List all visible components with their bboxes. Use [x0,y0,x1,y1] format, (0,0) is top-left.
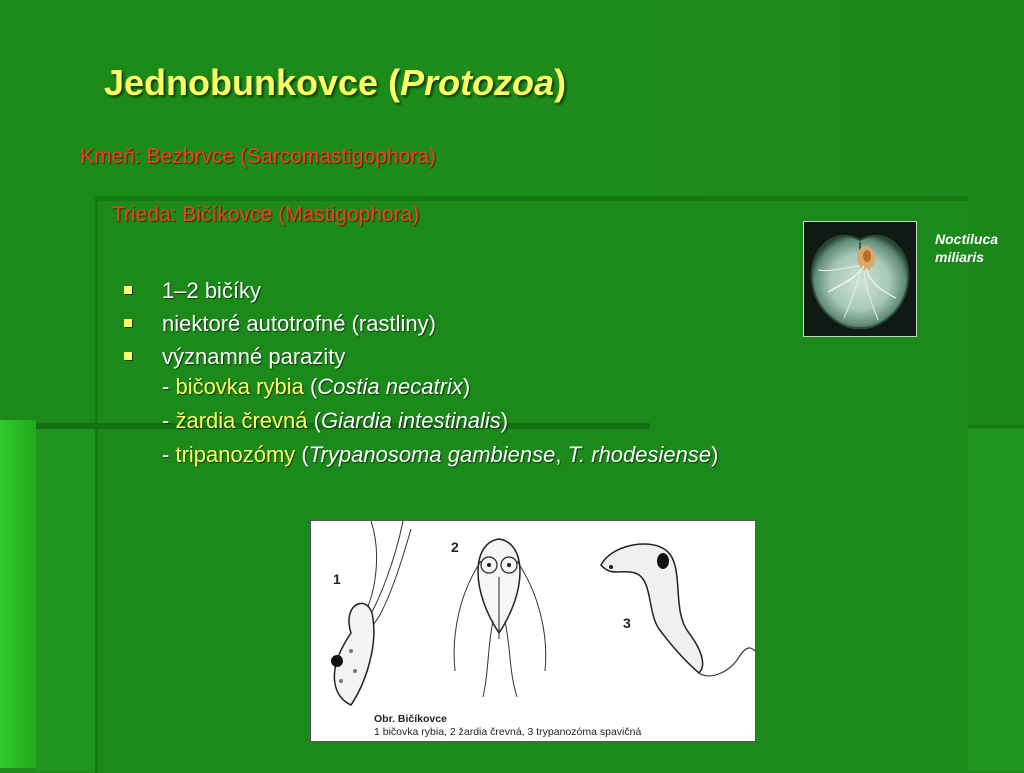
title-italic: Protozoa [400,62,555,103]
list-item [120,340,436,373]
bullet-text: významné parazity [162,344,346,369]
paren-open: ( [307,408,321,433]
square-bullet-icon [124,319,132,327]
figure-caption-title: Obr. Bičíkovce [374,713,447,725]
flagellates-figure [310,520,756,742]
paren-open: ( [295,442,309,467]
paren-close: ) [462,374,471,399]
class-heading: Trieda: Bičíkovce (Mastigophora) [112,203,420,226]
latin-name: Giardia intestinalis [320,408,501,433]
example-giardia [162,408,508,434]
common-name: bičovka rybia [175,374,304,399]
list-item [120,274,436,307]
title-main: Jednobunkovce ( [104,62,401,103]
noctiluca-label-line1: Noctiluca [935,231,999,247]
square-bullet-icon [124,286,132,294]
latin-name-2: T. rhodesiense [567,442,712,467]
bullet-text: 1–2 bičíky [162,278,262,303]
figure-label-1: 1 [333,571,341,587]
dash: - [162,374,176,399]
example-trypanosoma [162,442,718,468]
dash: - [162,442,176,467]
paren-close: ) [500,408,509,433]
left-accent-strip [0,420,36,768]
figure-caption [374,713,641,739]
paren-close: ) [711,442,719,467]
figure-label-3: 3 [623,615,631,631]
noctiluca-label-line2: miliaris [935,249,985,265]
separator: , [555,442,568,467]
latin-name: Costia necatrix [317,374,463,399]
example-costia [162,374,470,400]
dash: - [162,408,176,433]
noctiluca-label [935,230,998,266]
figure-caption-text: 1 bičovka rybia, 2 žardia črevná, 3 trypanozóma spavičná [374,726,642,738]
phylum-heading: Kmeň: Bezbrvce (Sarcomastigophora) [80,145,436,168]
common-name: tripanozómy [175,442,296,467]
latin-name: Trypanosoma gambiense [308,442,556,467]
paren-open: ( [303,374,318,399]
bullet-list [120,274,436,373]
figure-label-2: 2 [451,539,459,555]
common-name: žardia črevná [175,408,308,433]
bullet-text: niektoré autotrofné (rastliny) [162,311,436,336]
noctiluca-cell-image [804,222,916,336]
square-bullet-icon [124,352,132,360]
noctiluca-photo [803,221,917,337]
flagellates-drawing [311,521,755,709]
slide-title [104,62,566,104]
title-close: ) [554,62,567,103]
list-item [120,307,436,340]
